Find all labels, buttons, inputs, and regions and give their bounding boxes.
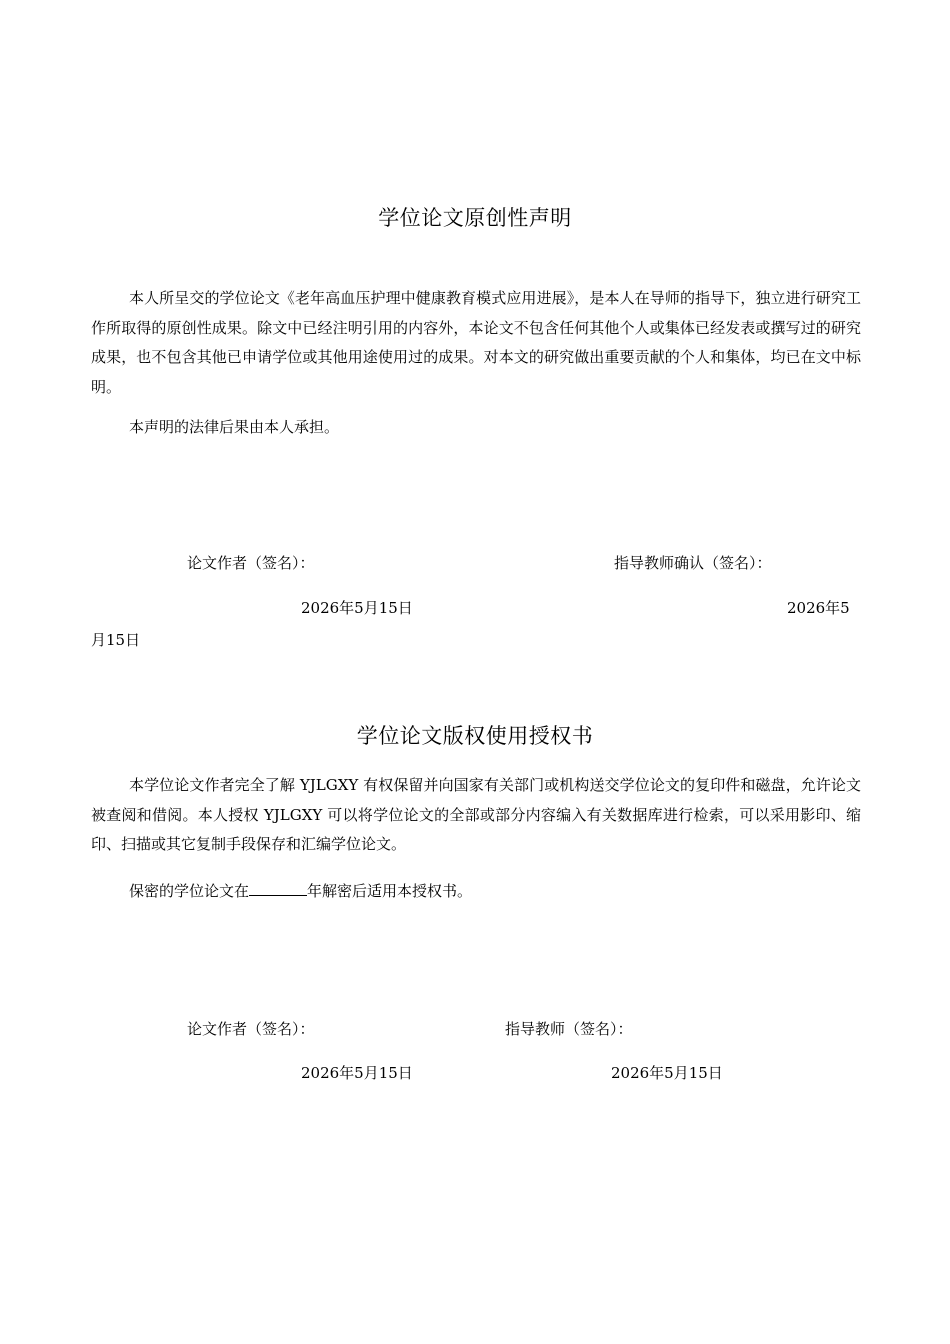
- copyright-title: 学位论文版权使用授权书: [356, 724, 594, 748]
- originality-author-sign-label: 论文作者（签名）：: [187, 554, 315, 572]
- copyright-secret-prefix: 保密的学位论文在: [129, 882, 250, 900]
- originality-title: 学位论文原创性声明: [378, 206, 572, 230]
- copyright-advisor-date: 2026年5月15日: [611, 1064, 723, 1082]
- secret-year-blank: [249, 881, 307, 896]
- originality-advisor-date-part1: 2026年5: [787, 599, 850, 617]
- copyright-author-sign-label: 论文作者（签名）：: [187, 1020, 315, 1038]
- copyright-secret-line: [129, 880, 472, 901]
- copyright-secret-suffix: 年解密后适用本授权书。: [307, 882, 473, 900]
- copyright-author-date: 2026年5月15日: [301, 1064, 413, 1082]
- copyright-paragraph-1: 本学位论文作者完全了解 YJLGXY 有权保留并向国家有关部门或机构送交学位论文的复印件和磁盘，允许论文被查阅和借阅。本人授权 YJLGXY 可以将学位论文的全部或部分内容编入有关数据库进行检索，可以采用影印、缩印、扫描或其它复制手段保存和汇编学位论文。: [91, 776, 861, 853]
- originality-author-date: 2026年5月15日: [301, 599, 413, 617]
- originality-paragraph-2: 本声明的法律后果由本人承担。: [129, 418, 340, 436]
- originality-advisor-sign-label: 指导教师确认（签名）：: [614, 554, 772, 572]
- copyright-advisor-sign-label: 指导教师（签名）：: [505, 1020, 633, 1038]
- originality-paragraph-1: 本人所呈交的学位论文《老年高血压护理中健康教育模式应用进展》，是本人在导师的指导下，独立进行研究工作所取得的原创性成果。除文中已经注明引用的内容外，本论文不包含任何其他个人或集体已经发表或撰写过的研究成果，也不包含其他已申请学位或其他用途使用过的成果。对本文的研究做出重要贡献的个人和集体，均已在文中标明。: [91, 289, 861, 396]
- originality-advisor-date-part2: 月15日: [91, 631, 141, 649]
